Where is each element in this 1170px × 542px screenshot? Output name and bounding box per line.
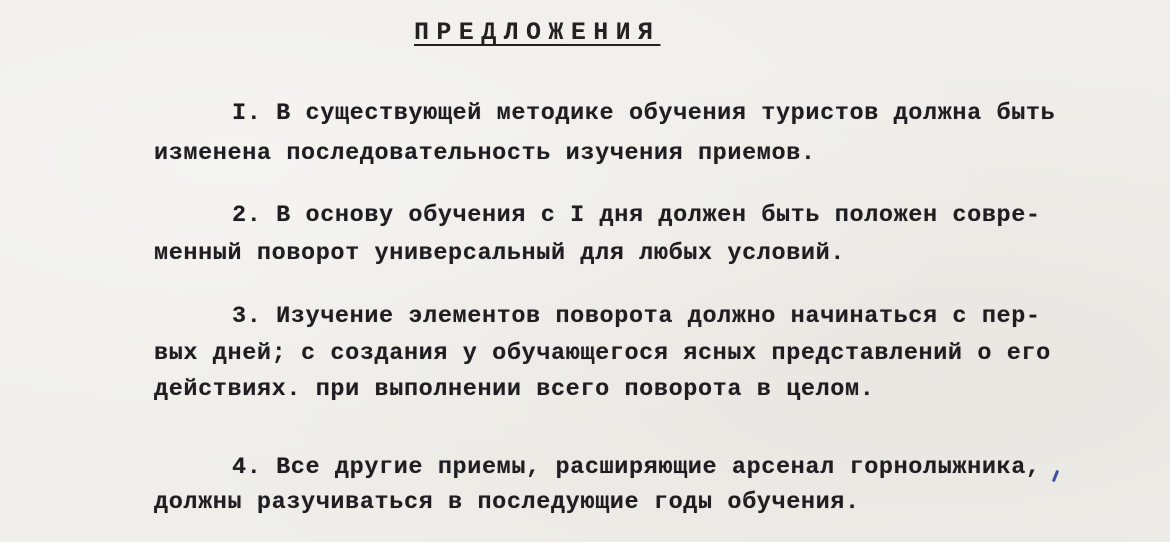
item-4-line-1: 4. Все другие приемы, расширяющие арсенал горнолыжника, [232,454,1041,481]
item-3-line-1: 3. Изучение элементов поворота должно начинаться с пер- [232,303,1041,330]
item-2-line-1: 2. В основу обучения с I дня должен быть положен совре- [232,202,1041,229]
item-4-line-2: должны разучиваться в последующие годы обучения. [154,489,860,516]
document-title: ПРЕДЛОЖЕНИЯ [414,18,661,47]
item-1-line-1: I. В существующей методике обучения туристов должна быть [232,100,1056,127]
item-3-line-3: действиях. при выполнении всего поворота в целом. [154,376,875,403]
pen-mark [1052,470,1059,482]
item-2-line-2: менный поворот универсальный для любых условий. [154,240,846,267]
item-3-line-2: вых дней; с создания у обучающегося ясных представлений о его [154,340,1051,367]
item-1-line-2: изменена последовательность изучения приемов. [154,140,816,167]
